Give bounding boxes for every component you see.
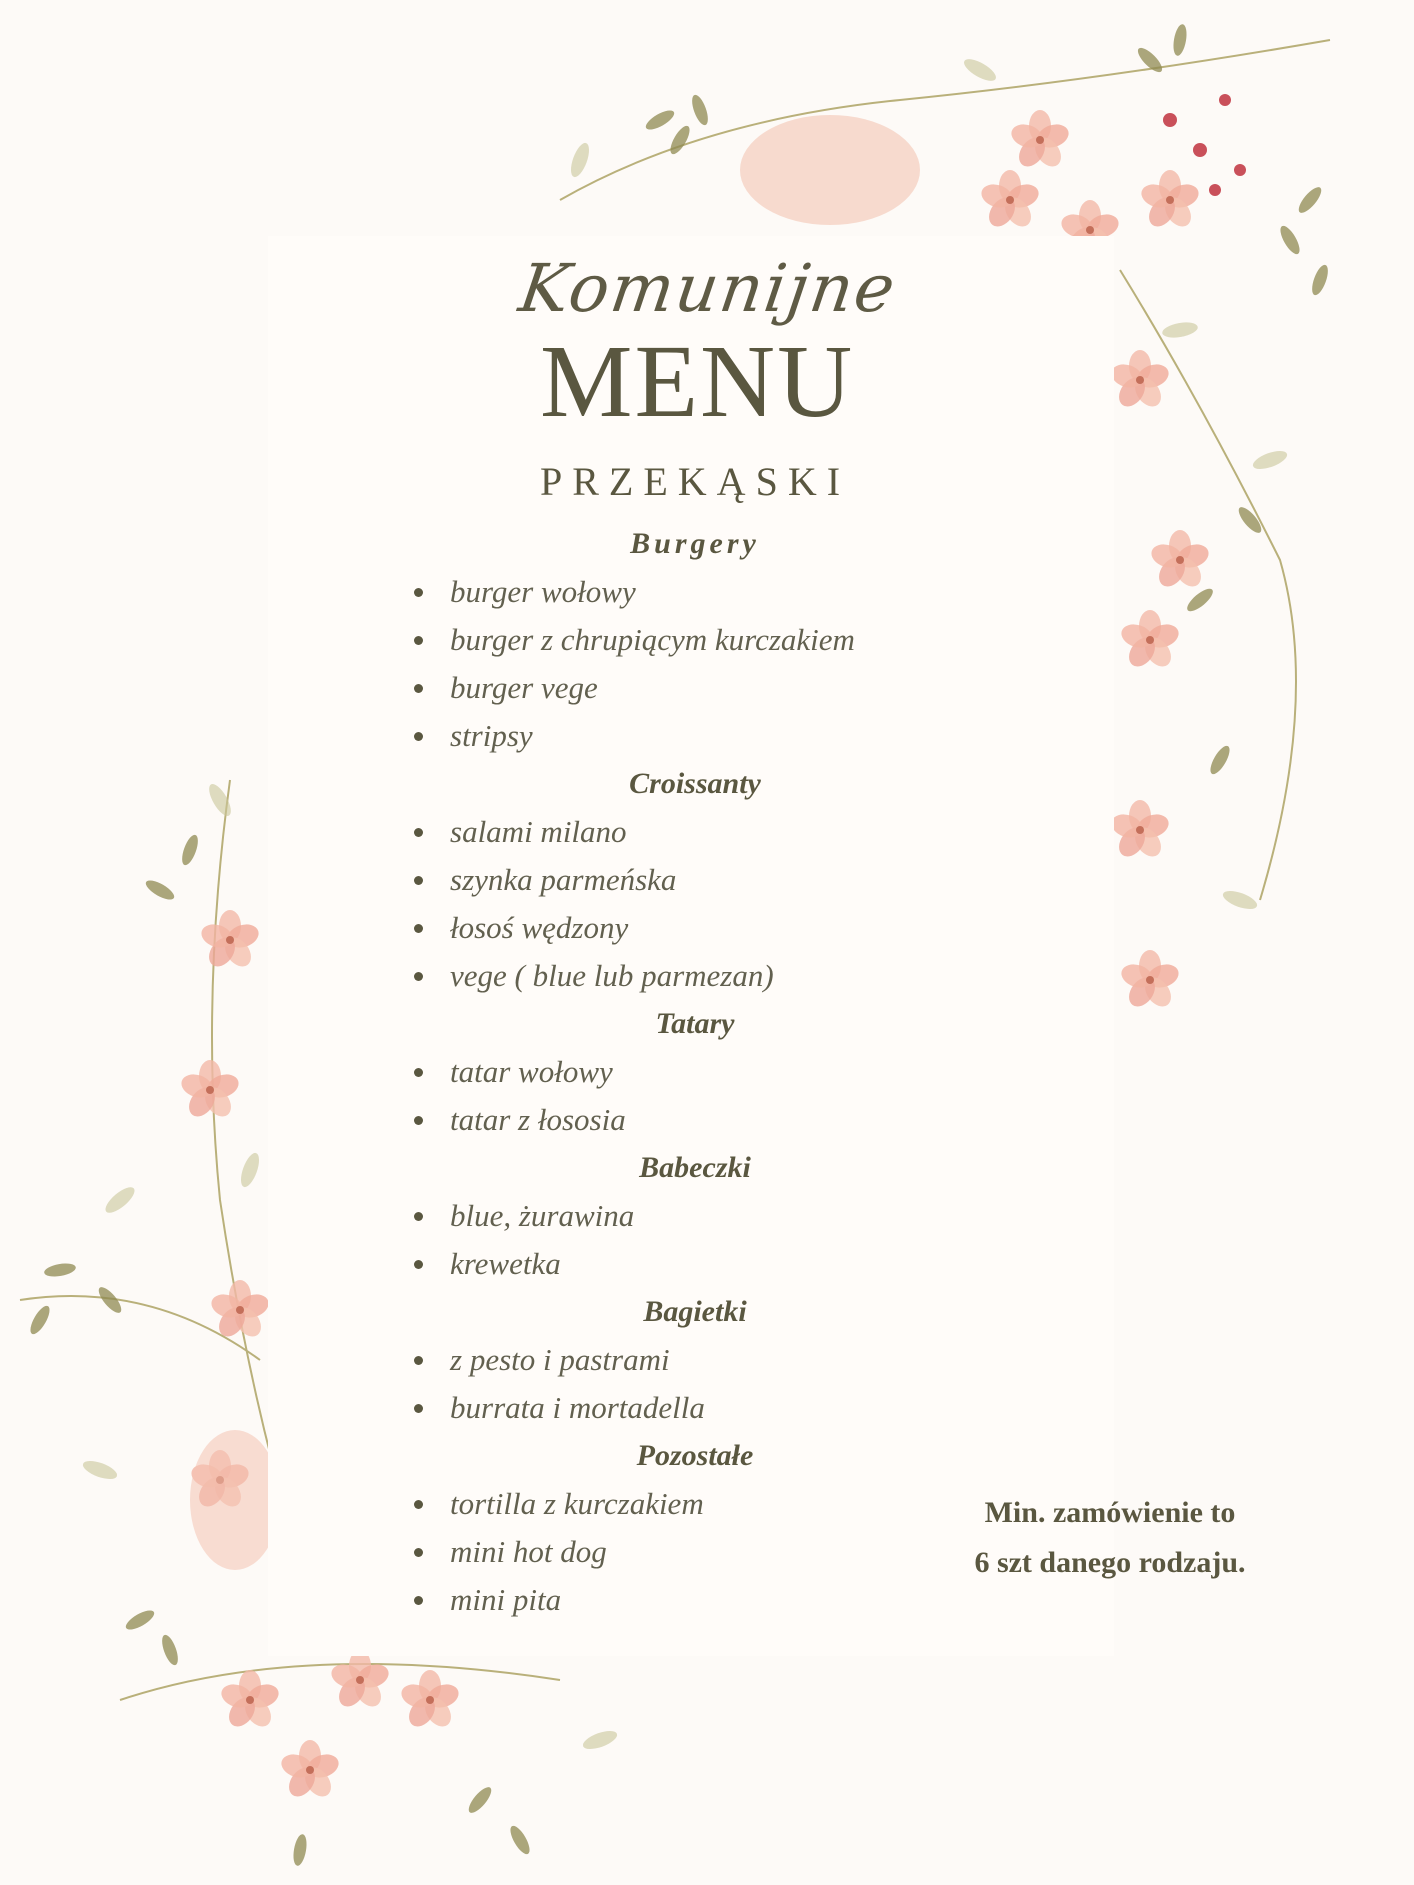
menu-item-label: tatar wołowy (450, 1054, 613, 1089)
order-note-line: 6 szt danego rodzaju. (974, 1546, 1246, 1579)
menu-item-label: tatar z łososia (450, 1102, 626, 1137)
menu-item (410, 904, 970, 952)
bullet-icon (414, 1356, 423, 1365)
bullet-icon (414, 1212, 423, 1221)
menu-item-label: mini hot dog (450, 1534, 607, 1569)
category-title: Burgery (630, 527, 760, 560)
category-title: Pozostałe (636, 1439, 754, 1472)
menu-item-label: stripsy (450, 718, 533, 753)
menu-item-label: krewetka (450, 1246, 561, 1281)
script-title: Komunijne (514, 250, 902, 327)
category-title: Bagietki (643, 1295, 747, 1328)
menu-item (410, 1528, 970, 1576)
order-note-line: Min. zamówienie to (984, 1496, 1236, 1529)
menu-item (410, 856, 970, 904)
menu-item (410, 568, 970, 616)
menu-item (410, 1240, 970, 1288)
menu-item (410, 1192, 970, 1240)
bullet-icon (414, 588, 423, 597)
menu-item-label: salami milano (450, 814, 627, 849)
order-note (920, 1488, 1300, 1588)
menu-item-label: mini pita (450, 1582, 562, 1617)
menu-item (410, 1048, 970, 1096)
menu-list (410, 520, 970, 1624)
bullet-icon (414, 636, 423, 645)
bullet-icon (414, 1116, 423, 1125)
category-title: Babeczki (639, 1151, 751, 1184)
menu-item (410, 1384, 970, 1432)
menu-item-label: tortilla z kurczakiem (450, 1486, 704, 1521)
menu-item (410, 1576, 970, 1624)
menu-title: MENU (540, 324, 855, 439)
bullet-icon (414, 876, 423, 885)
bullet-icon (414, 1596, 423, 1605)
menu-item (410, 616, 970, 664)
category-title: Croissanty (629, 767, 761, 800)
menu-item-label: vege ( blue lub parmezan) (450, 958, 774, 993)
bullet-icon (414, 1548, 423, 1557)
bullet-icon (414, 1260, 423, 1269)
bullet-icon (414, 1500, 423, 1509)
menu-item (410, 664, 970, 712)
bullet-icon (414, 684, 423, 693)
bullet-icon (414, 1404, 423, 1413)
menu-item-label: z pesto i pastrami (450, 1342, 670, 1377)
menu-item-label: burrata i mortadella (450, 1390, 705, 1425)
bullet-icon (414, 828, 423, 837)
menu-item (410, 952, 970, 1000)
bullet-icon (414, 972, 423, 981)
menu-item-label: burger vege (450, 670, 598, 705)
menu-item (410, 1336, 970, 1384)
category-title: Tatary (655, 1007, 735, 1040)
bullet-icon (414, 924, 423, 933)
menu-item-label: burger z chrupiącym kurczakiem (450, 622, 855, 657)
menu-item (410, 1480, 970, 1528)
menu-item (410, 712, 970, 760)
bullet-icon (414, 732, 423, 741)
menu-item (410, 808, 970, 856)
bullet-icon (414, 1068, 423, 1077)
section-title: PRZEKĄSKI (540, 459, 851, 504)
menu-item-label: szynka parmeńska (450, 862, 677, 897)
menu-item-label: blue, żurawina (450, 1198, 635, 1233)
menu-item (410, 1096, 970, 1144)
menu-item-label: łosoś wędzony (450, 910, 629, 945)
menu-item-label: burger wołowy (450, 574, 636, 609)
